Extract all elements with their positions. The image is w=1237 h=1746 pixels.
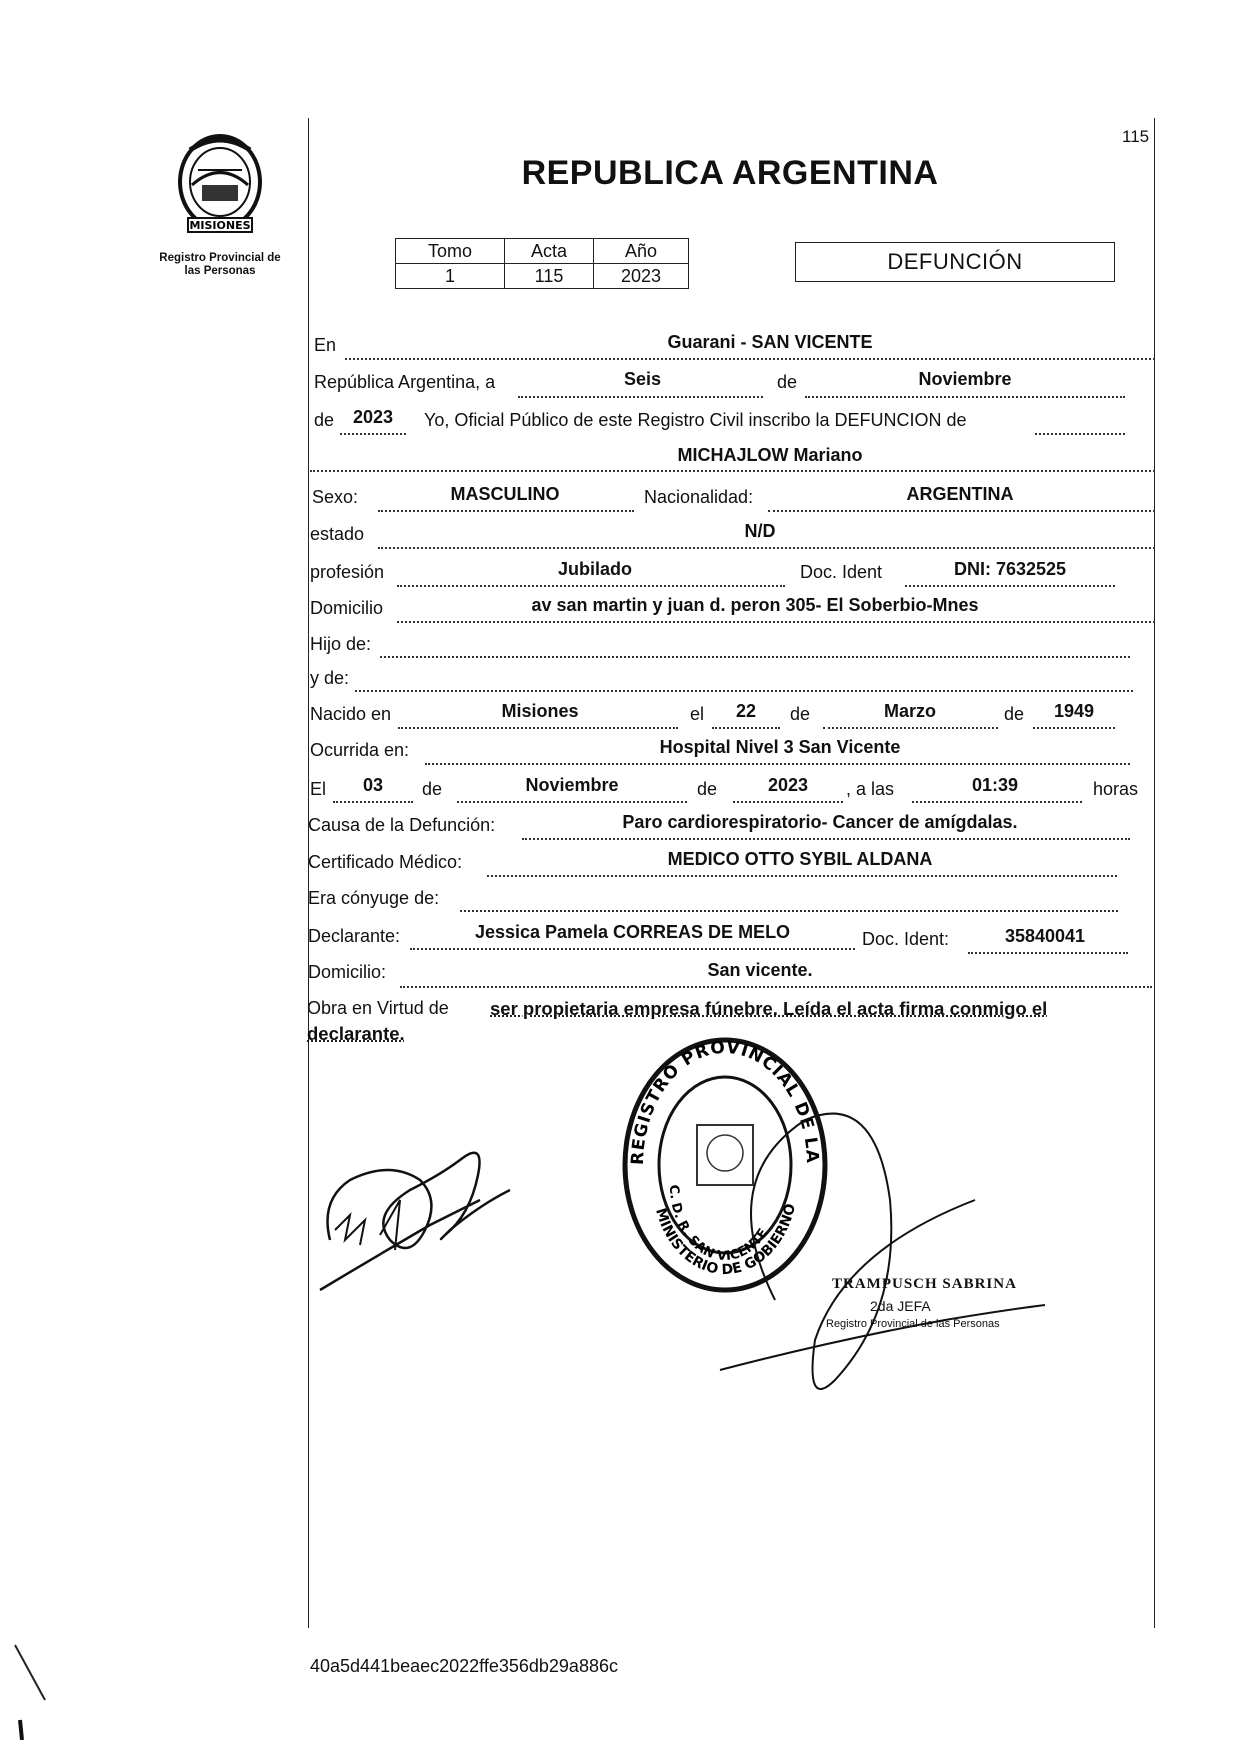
officer-org: Registro Provincial de las Personas — [826, 1318, 1000, 1330]
month-value: Noviembre — [918, 369, 1012, 389]
stamp-inner-text: C. D. R. SAN VICENTE — [665, 1184, 772, 1265]
profesion-value: Jubilado — [557, 559, 632, 579]
dotted-line — [378, 510, 634, 512]
death-month: Noviembre — [525, 775, 619, 795]
dotted-line — [378, 547, 1155, 549]
dotted-line — [410, 948, 855, 950]
dotted-line — [518, 396, 763, 398]
domicilio-value: av san martin y juan d. peron 305- El Soberbio-Mnes — [531, 595, 979, 615]
table-header: Año — [594, 239, 689, 264]
de-label: de — [777, 372, 798, 392]
dotted-line — [355, 690, 1133, 692]
obra-value-line2: declarante. — [307, 1023, 405, 1044]
table-header: Acta — [505, 239, 594, 264]
dotted-line — [380, 656, 1130, 658]
nacionalidad-value: ARGENTINA — [906, 484, 1014, 504]
ocurrida-value: Hospital Nivel 3 San Vicente — [659, 737, 901, 757]
birth-day: 22 — [735, 701, 757, 721]
death-time: 01:39 — [971, 775, 1019, 795]
record-type-box: DEFUNCIÓN — [795, 242, 1115, 282]
deceased-name: MICHAJLOW Mariano — [677, 445, 863, 465]
seal-text: MISIONES — [189, 219, 251, 232]
record-table — [395, 238, 689, 289]
doc2-value: 35840041 — [1004, 926, 1086, 946]
en-value: Guarani - SAN VICENTE — [667, 332, 873, 352]
ocurrida-label: Ocurrida en: — [310, 740, 410, 760]
dotted-line — [768, 510, 1155, 512]
table-cell: 2023 — [594, 264, 689, 289]
hijo-label: Hijo de: — [310, 634, 372, 654]
horas-label: horas — [1093, 779, 1139, 799]
table-cell: 1 — [396, 264, 505, 289]
dotted-line — [968, 952, 1128, 954]
sexo-label: Sexo: — [312, 487, 359, 507]
dotted-line — [805, 396, 1125, 398]
stamp-outer-text: REGISTRO PROVINCIAL DE LA — [627, 1037, 823, 1166]
page-number: 115 — [1122, 127, 1150, 146]
obra-label: Obra en Virtud de — [307, 998, 449, 1018]
scan-mark — [10, 1640, 60, 1740]
registry-name-line1: Registro Provincial de — [159, 252, 281, 264]
year-value: 2023 — [352, 407, 394, 427]
de5-label: de — [422, 779, 443, 799]
domicilio-label: Domicilio — [310, 598, 384, 618]
doc-label: Doc. Ident — [800, 562, 883, 582]
de3-label: de — [790, 704, 811, 724]
certificado-label: Certificado Médico: — [308, 852, 463, 872]
dotted-line — [912, 801, 1082, 803]
dotted-line — [487, 875, 1117, 877]
dotted-line — [345, 358, 1155, 360]
nacionalidad-label: Nacionalidad: — [644, 487, 754, 507]
estado-value: N/D — [744, 521, 776, 541]
causa-label: Causa de la Defunción: — [308, 815, 496, 835]
dotted-line — [398, 727, 678, 729]
sexo-value: MASCULINO — [450, 484, 560, 504]
yde-label: y de: — [310, 668, 350, 688]
misiones-seal-logo — [170, 130, 270, 238]
day-value: Seis — [623, 369, 662, 389]
registry-name-line2: las Personas — [184, 265, 256, 277]
table-cell: 115 — [505, 264, 594, 289]
dotted-line — [310, 470, 1155, 472]
officer-signature — [715, 1080, 1055, 1420]
alas-label: , a las — [846, 779, 895, 799]
nacido-value: Misiones — [501, 701, 579, 721]
death-year: 2023 — [767, 775, 809, 795]
el-label: el — [690, 704, 705, 724]
table-header: Tomo — [396, 239, 505, 264]
causa-value: Paro cardiorespiratorio- Cancer de amígdalas. — [622, 812, 1018, 832]
right-margin-line — [1154, 118, 1155, 1628]
dotted-line — [400, 986, 1152, 988]
dotted-line — [522, 838, 1130, 840]
birth-month: Marzo — [883, 701, 936, 721]
official-text: Yo, Oficial Público de este Registro Civil inscribo la DEFUNCION de — [424, 410, 967, 430]
nacido-label: Nacido en — [310, 704, 392, 724]
dotted-line — [823, 727, 998, 729]
dotted-line — [397, 621, 1155, 623]
death-day: 03 — [362, 775, 384, 795]
de2-label: de — [314, 410, 335, 430]
birth-year: 1949 — [1053, 701, 1095, 721]
dotted-line — [1033, 727, 1115, 729]
de6-label: de — [697, 779, 718, 799]
el2-label: El — [310, 779, 327, 799]
declarant-signature — [310, 1120, 530, 1300]
declarante-value: Jessica Pamela CORREAS DE MELO — [474, 922, 791, 942]
de4-label: de — [1004, 704, 1025, 724]
dotted-line — [397, 585, 785, 587]
dotted-line — [1035, 433, 1125, 435]
doc-value: DNI: 7632525 — [953, 559, 1067, 579]
registry-name — [145, 252, 295, 278]
dotted-line — [425, 763, 1130, 765]
republica-label: República Argentina, a — [314, 372, 496, 392]
dotted-line — [712, 727, 780, 729]
declarante-label: Declarante: — [308, 926, 401, 946]
dotted-line — [460, 910, 1118, 912]
dotted-line — [333, 801, 413, 803]
certificado-value: MEDICO OTTO SYBIL ALDANA — [667, 849, 933, 869]
dotted-line — [905, 585, 1115, 587]
document-hash: 40a5d441beaec2022ffe356db29a886c — [310, 1656, 618, 1676]
conyuge-label: Era cónyuge de: — [308, 888, 440, 908]
page-title: REPUBLICA ARGENTINA — [521, 154, 939, 192]
officer-name: TRAMPUSCH SABRINA — [832, 1276, 1017, 1292]
estado-label: estado — [310, 524, 365, 544]
officer-role: 2da JEFA — [870, 1298, 931, 1314]
profesion-label: profesión — [310, 562, 385, 582]
en-label: En — [314, 335, 337, 355]
doc2-label: Doc. Ident: — [862, 929, 950, 949]
stamp-bottom-text: MINISTERIO DE GOBIERNO — [652, 1202, 800, 1279]
dotted-line — [457, 801, 687, 803]
dotted-line — [733, 801, 843, 803]
domicilio2-label: Domicilio: — [308, 962, 387, 982]
dotted-line — [340, 433, 406, 435]
obra-value-line1: ser propietaria empresa fúnebre. Leída el acta firma conmigo el — [490, 998, 1048, 1019]
domicilio2-value: San vicente. — [707, 960, 813, 980]
left-margin-line — [308, 118, 309, 1628]
